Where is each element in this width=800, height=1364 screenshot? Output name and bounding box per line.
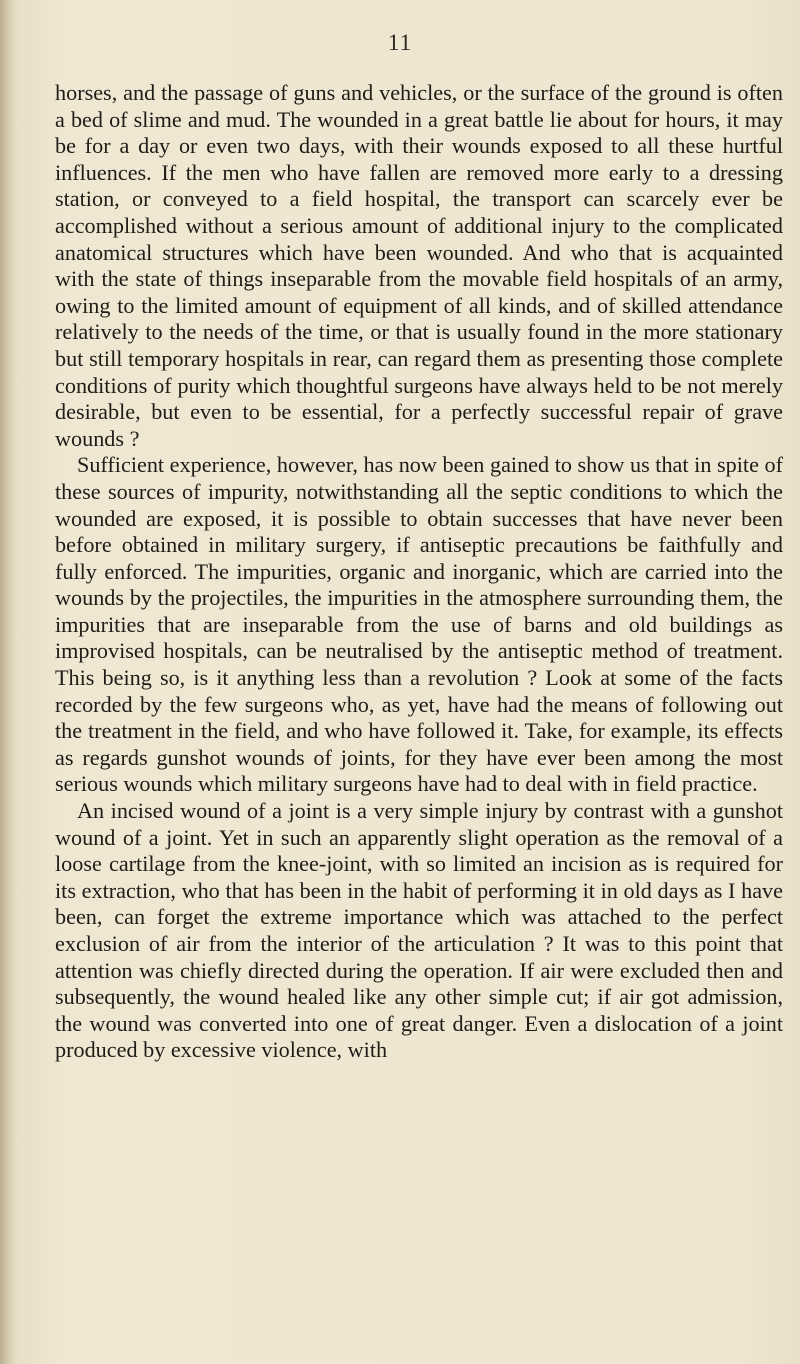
paragraph-sufficient-experience: Sufficient experience, however, has now been gained to show us that in spite of these sources of impurity, notwithstanding all the septic conditions to which the wounded are exposed, it is possible to obtain successes that have never been before obtained in military surgery, if antiseptic precautions be faithfully and fully enforced. The impurities, organic and inorganic, which are carried into the wounds by the projectiles, the impurities in the atmosphere surrounding them, the impurities that are inseparable from the use of barns and old buildings as improvised hospitals, can be neutralised by the antiseptic method of treatment. This being so, is it anything less than a revolution ? Look at some of the facts recorded by the few surgeons who, as yet, have had the means of following out the treatment in the field, and who have followed it. Take, for example, its effects as regards gunshot wounds of joints, for they have ever been among the most serious wounds which military surgeons have had to deal with in field practice. — [55, 452, 783, 797]
body-text — [55, 80, 783, 1064]
paragraph-incised-wound: An incised wound of a joint is a very simple injury by contrast with a gunshot wound of a joint. Yet in such an apparently slight operation as the removal of a loose cartilage from the knee-joint, with so limited an incision as is required for its extraction, who that has been in the habit of performing it in old days as I have been, can forget the extreme importance which was attached to the perfect exclusion of air from the interior of the articulation ? It was to this point that attention was chiefly directed during the operation. If air were excluded then and subsequently, the wound healed like any other simple cut; if air got admission, the wound was converted into one of great danger. Even a dislocation of a joint produced by excessive violence, with — [55, 798, 783, 1063]
paragraph-continued: horses, and the passage of guns and vehicles, or the surface of the ground is often a bed of slime and mud. The wounded in a great battle lie about for hours, it may be for a day or even two days, with their wounds exposed to all these hurtful influences. If the men who have fallen are removed more early to a dressing station, or conveyed to a field hospital, the transport can scarcely ever be accomplished without a serious amount of additional injury to the complicated anatomical structures which have been wounded. And who that is acquainted with the state of things inseparable from the movable field hospitals of an army, owing to the limited amount of equipment of all kinds, and of skilled attendance relatively to the needs of the time, or that is usually found in the more stationary but still temporary hospitals in rear, can regard them as presenting those complete conditions of purity which thoughtful surgeons have always held to be not merely desirable, but even to be essential, for a perfectly successful repair of grave wounds ? — [55, 80, 783, 451]
page-gutter-shadow — [0, 0, 14, 1364]
page-number: 11 — [387, 30, 413, 55]
